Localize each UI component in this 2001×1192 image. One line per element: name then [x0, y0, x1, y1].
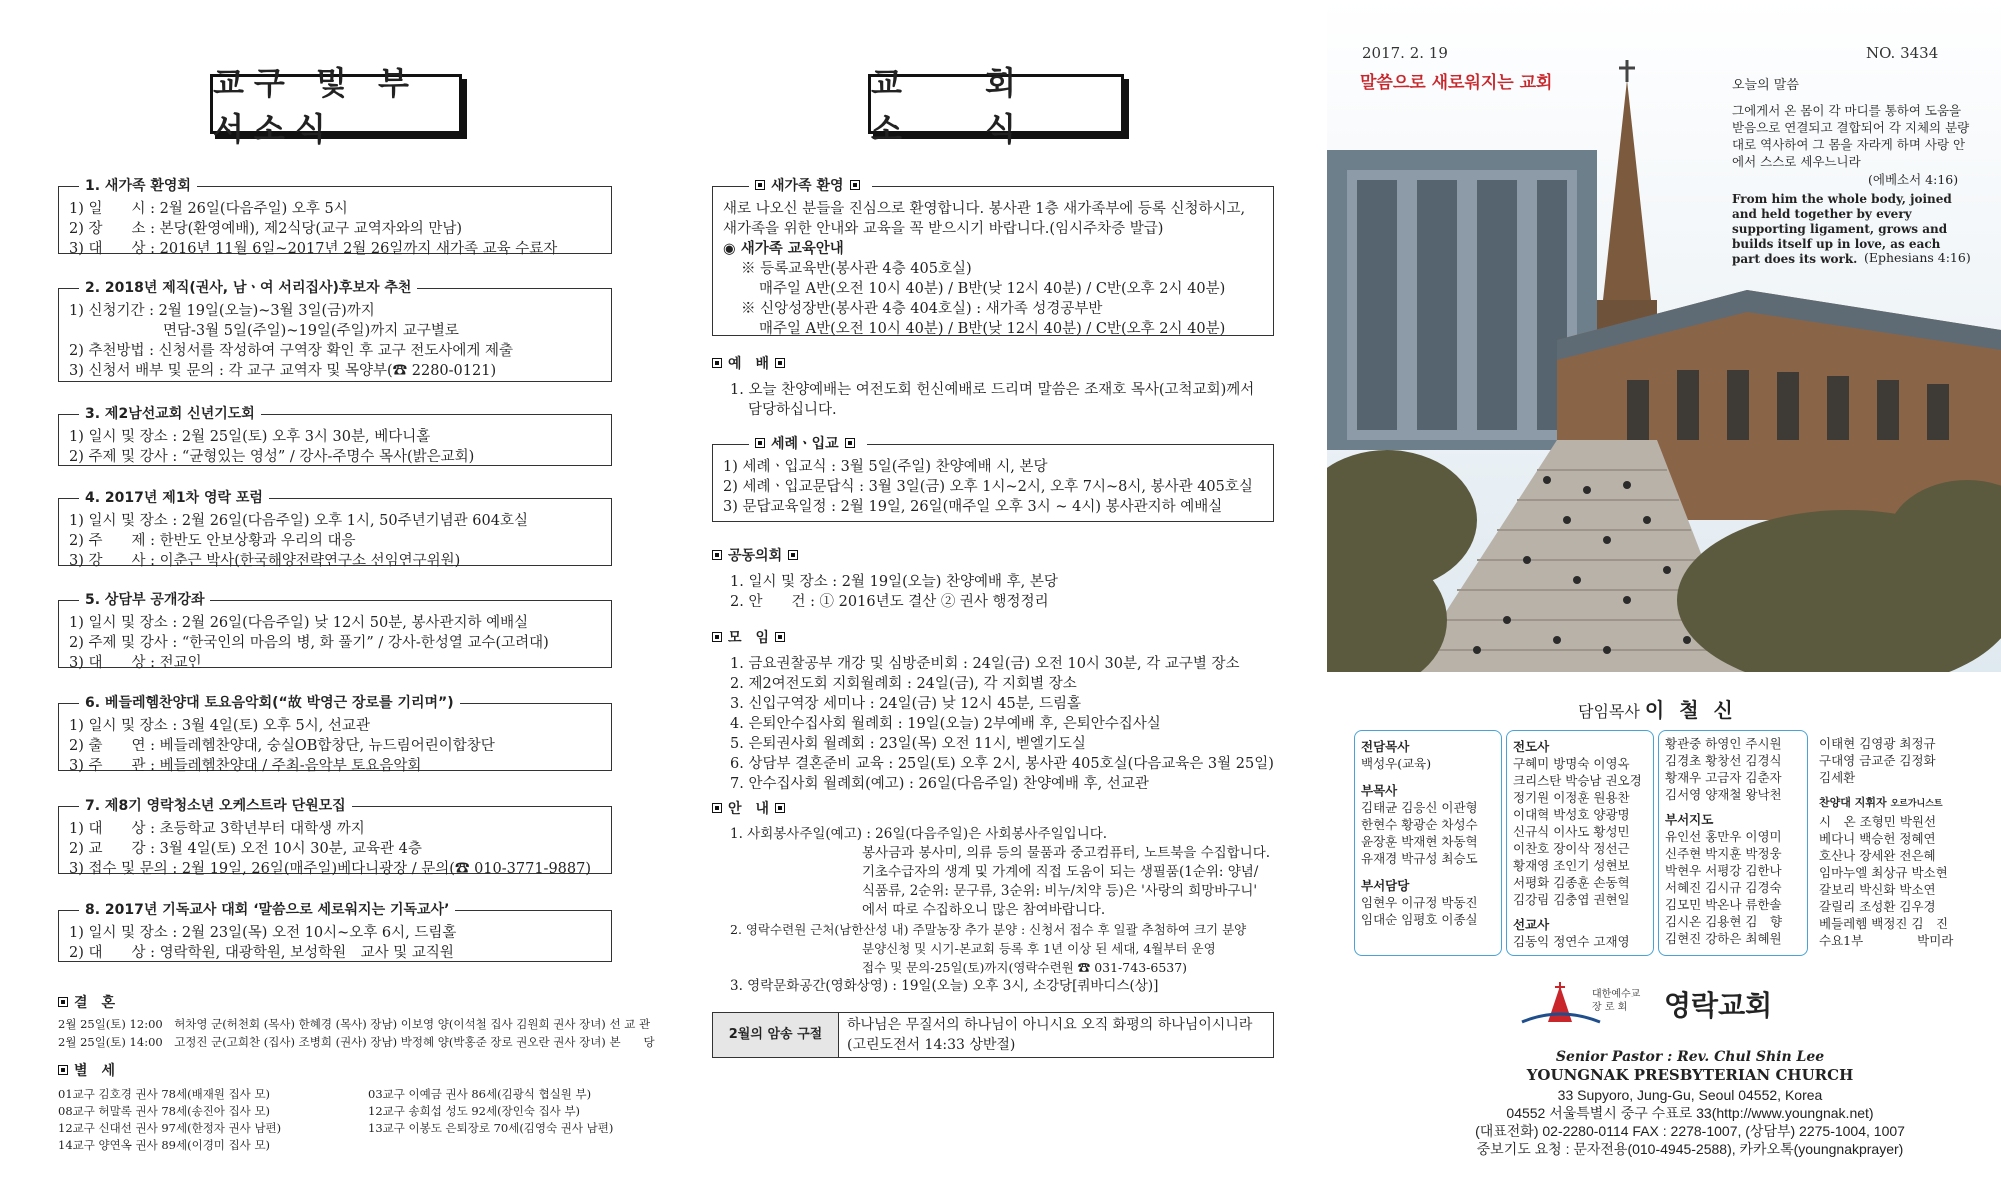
- staff-heading: 부목사: [1361, 783, 1398, 798]
- section-heading: 4. 2017년 제1차 영락 포럼: [79, 488, 269, 508]
- denomination-line: 대한예수교: [1592, 989, 1641, 1000]
- section-youngnak-forum: [58, 490, 612, 569]
- text-line: 담당하십니다.: [748, 402, 837, 418]
- staff-row: 황재우 고금자 김춘자: [1665, 770, 1782, 785]
- pastor-label: 담임목사: [1578, 702, 1640, 721]
- text-line: 3. 신입구역장 세미나 : 24일(금) 낮 12시 45분, 드림홀: [730, 696, 1081, 712]
- text-line: 1) 일시 및 장소 : 2월 26일(다음주일) 오후 1시, 50주년기념관 604호실: [69, 513, 528, 529]
- text-line: 3) 주 관 : 베들레헴찬양대 / 주최-음악부 토요음악회: [69, 758, 422, 774]
- staff-row: 베들레헴 백정진 김 진: [1819, 916, 1949, 931]
- text-line: 2) 대 상 : 영락학원, 대광학원, 보성학원 교사 및 교직원: [69, 945, 454, 961]
- text-line: 1) 일시 및 장소 : 2월 26일(다음주일) 낮 12시 50분, 봉사관지하 예배실: [69, 615, 529, 631]
- staff-row: 신주현 박지훈 박정웅: [1665, 846, 1782, 861]
- text-line: 3) 문답교육일정 : 2월 19일, 26일(매주일 오후 3시 ~ 4시) 봉사관지하 예배실: [723, 499, 1223, 515]
- section-counseling-lecture: [58, 592, 612, 671]
- text-line: 식품류, 2순위: 문구류, 3순위: 비누/치약 등)은 '사랑의 희망바구니': [862, 883, 1258, 899]
- wedding-line: 2월 25일(토) 12:00 허차영 군(허천회 (목사) 한혜경 (목사) 장남) 이보영 양(이석철 집사 김원희 권사 장녀) 선 교 관: [58, 1017, 651, 1031]
- wedding-line: 2월 25일(토) 14:00 고정진 군(고희찬 (집사) 조병희 (권사) 장남) 박정혜 양(박홍준 장로 권오란 권사 장녀) 본 당: [58, 1035, 655, 1049]
- staff-heading: 전도사: [1513, 739, 1550, 754]
- text-line: 1) 일시 및 장소 : 2월 23일(목) 오전 10시~오후 6시, 드림홀: [69, 925, 457, 941]
- staff-row: 김모민 박온나 류한솔: [1665, 897, 1782, 912]
- text-line: 매주일 A반(오전 10시 40분) / B반(낮 12시 40분) / C반(오후 2시 40분): [759, 281, 1226, 297]
- wedding-heading: [58, 992, 115, 1012]
- text-line: 봉사금과 봉사미, 의류 등의 물품과 중고컴퓨터, 노트북을 수집합니다.: [862, 845, 1271, 861]
- pastor-name: 이 철 신: [1644, 698, 1737, 722]
- section-heading: [712, 628, 1274, 648]
- staff-row: 한현수 황광순 차성수: [1361, 817, 1478, 832]
- section-heading: 6. 베들레헴찬양대 토요음악회(“故 박영근 장로를 기리며”): [79, 693, 460, 713]
- staff-column-4: [1812, 730, 1964, 956]
- section-heading: 8. 2017년 기독교사 대회 ‘말씀으로 세로워지는 기독교사’: [79, 900, 455, 920]
- heading-text: 세례ㆍ입교: [771, 436, 839, 452]
- text-line: 3) 대 상 : 전교인: [69, 655, 202, 671]
- verse-line: 하나님은 무질서의 하나님이 아니시요 오직 화평의 하나님이시니라: [847, 1017, 1253, 1033]
- staff-row: 정기원 이정훈 원용찬: [1513, 790, 1630, 805]
- death-heading-text: 별 세: [74, 1063, 116, 1079]
- church-news-title: 교 회 소 식: [868, 74, 1124, 134]
- staff-row: 임현우 이규정 박동진: [1361, 895, 1478, 910]
- staff-row: 유인선 홍만우 이영미: [1665, 829, 1782, 844]
- square-bullet-icon: [755, 438, 765, 448]
- section-heading: 2. 2018년 제직(권사, 남ㆍ여 서리집사)후보자 추천: [79, 278, 417, 298]
- text-line: 3) 신청서 배부 및 문의 : 각 교구 교역자 및 목양부(☎ 2280-0121): [69, 363, 497, 379]
- text-line: ◉ 새가족 교육안내: [723, 240, 844, 257]
- death-line: 03교구 이예금 권사 86세(김광식 협실원 부): [368, 1087, 592, 1101]
- square-bullet-icon: [850, 180, 860, 190]
- heading-text: 공동의회: [728, 548, 783, 564]
- text-line: 3) 접수 및 문의 : 2월 19일, 26일(매주일)베다니광장 / 문의(☎ 010-3771-9887): [69, 861, 592, 877]
- text-line: 1) 일시 및 장소 : 3월 4일(토) 오후 5시, 선교관: [69, 718, 370, 734]
- staff-row: 이찬호 장이삭 정선근: [1513, 841, 1630, 856]
- church-name-english: YOUNGNAK PRESBYTERIAN CHURCH: [1526, 1066, 1854, 1084]
- text-line: 매주일 A반(오전 10시 40분) / B반(낮 12시 40분) / C반(오후 2시 40분): [759, 321, 1226, 337]
- staff-row: 갈보리 박신화 박소연: [1819, 882, 1936, 897]
- staff-row: 구대영 금교준 김정화: [1819, 753, 1936, 768]
- text-line: 5. 은퇴권사회 월례회 : 23일(목) 오전 11시, 벧엘기도실: [730, 736, 1086, 752]
- heading-text: 새가족 환영: [771, 178, 844, 194]
- staff-row: 윤장훈 박재현 차동혁: [1361, 834, 1478, 849]
- death-line: 12교구 송희섭 성도 92세(장인숙 집사 부): [368, 1104, 581, 1118]
- todays-word-english-ref: (Ephesians 4:16): [1864, 250, 1971, 265]
- section-baptism: [712, 436, 1274, 522]
- staff-row: 김태균 김응신 이관형: [1361, 800, 1478, 815]
- staff-column-1: [1354, 730, 1502, 956]
- text-line: 1. 일시 및 장소 : 2월 19일(오늘) 찬양예배 후, 본당: [730, 574, 1058, 590]
- heading-text: 안 내: [728, 801, 770, 817]
- text-line: 에서 따로 수집하오니 많은 참여바랍니다.: [862, 902, 1106, 918]
- text-line: 2. 제2여전도회 지회월례회 : 24일(금), 각 지회별 장소: [730, 676, 1077, 692]
- staff-row: 시 온 조형민 박원선: [1819, 814, 1937, 829]
- memory-verse-text: [839, 1013, 1260, 1057]
- section-choir-concert: [58, 695, 612, 774]
- todays-word-korean: 그에게서 온 몸이 각 마디를 통하여 도움을 받음으로 연결되고 결합되어 각 지체의 분량대로 역사하여 그 몸을 자라게 하며 사랑 안에서 스스로 세우느니라: [1732, 103, 1970, 169]
- section-heading: [712, 354, 1274, 374]
- section-congregation-meeting: [712, 546, 1274, 612]
- death-line: 13교구 이봉도 은퇴장로 70세(김영숙 권사 남편): [368, 1121, 614, 1135]
- staff-row: 호산나 장세완 전은혜: [1819, 848, 1936, 863]
- address-english: 33 Supyoro, Jung-Gu, Seoul 04552, Korea: [1557, 1087, 1823, 1103]
- square-bullet-icon: [712, 550, 722, 560]
- text-line: ※ 신앙성장반(봉사관 4층 404호실) : 새가족 성경공부반: [741, 301, 1103, 317]
- square-bullet-icon: [775, 803, 785, 813]
- staff-row: 황재영 조인기 성현보: [1513, 858, 1630, 873]
- section-heading: [712, 800, 1274, 819]
- text-line: 새로 나오신 분들을 진심으로 환영합니다. 봉사관 1층 새가족부에 등록 신청하시고,: [723, 201, 1246, 217]
- text-line: 2) 주 제 : 한반도 안보상황과 우리의 대응: [69, 533, 356, 549]
- text-line: 2) 주제 및 강사 : “한국인의 마음의 병, 화 풀기” / 강사-한성열 교수(고려대): [69, 635, 549, 651]
- wedding-heading-text: 결 혼: [74, 995, 116, 1011]
- church-photo: [1327, 0, 2001, 672]
- text-line: 1) 일시 및 장소 : 2월 25일(토) 오후 3시 30분, 베다니홀: [69, 429, 431, 445]
- staff-row: 수요1부 박미라: [1819, 933, 1954, 948]
- text-line: 3) 대 상 : 2016년 11월 6일~2017년 2월 26일까지 새가족 교육 수료자: [69, 241, 558, 257]
- church-photo-illustration: [1327, 0, 2001, 672]
- staff-row: 임대순 임평호 이종실: [1361, 912, 1478, 927]
- text-line: 새가족을 위한 안내와 교육을 꼭 받으시기 바랍니다.(임시주차증 발급): [723, 221, 1164, 237]
- section-new-family: [712, 178, 1274, 337]
- staff-heading: 전담목사: [1361, 739, 1410, 754]
- senior-pastor: [1578, 694, 1737, 723]
- staff-row: 김경초 황창선 김경식: [1665, 753, 1782, 768]
- memory-verse-label: 2월의 암송 구절: [713, 1013, 839, 1057]
- text-line: 접수 및 문의-25일(토)까지(영락수련원 ☎ 031-743-6537): [862, 960, 1188, 975]
- organist-heading-text: 오르가니스트: [1890, 799, 1943, 809]
- text-line: 2) 세례ㆍ입교문답식 : 3월 3일(금) 오후 1시~2시, 오후 7시~8시, 봉사관 405호실: [723, 479, 1253, 495]
- death-line: 14교구 양연옥 권사 89세(이경미 집사 모): [58, 1138, 271, 1152]
- section-worship: [712, 354, 1274, 420]
- todays-word-heading: 오늘의 말씀: [1732, 78, 1799, 93]
- staff-row: 이대혁 박성호 양광명: [1513, 807, 1630, 822]
- section-heading: [712, 546, 1274, 566]
- death-heading: [58, 1060, 115, 1080]
- heading-text: 예 배: [728, 356, 770, 372]
- text-line: 1. 오늘 찬양예배는 여전도회 헌신예배로 드리며 말씀은 조재호 목사(고척교회)께서: [730, 382, 1255, 398]
- staff-row: 이태현 김영광 최정규: [1819, 736, 1936, 751]
- square-bullet-icon: [712, 632, 722, 642]
- death-line: 08교구 허말록 권사 78세(송진아 집사 모): [58, 1104, 271, 1118]
- section-heading: 3. 제2남선교회 신년기도회: [79, 404, 261, 424]
- square-bullet-icon: [712, 803, 722, 813]
- choir-heading: [1819, 794, 1957, 813]
- text-line: 1. 금요권찰공부 개강 및 심방준비회 : 24일(금) 오전 10시 30분, 각 교구별 장소: [730, 656, 1240, 672]
- staff-heading: 선교사: [1513, 917, 1550, 932]
- staff-row: 크리스탄 박승남 권오경: [1513, 773, 1642, 788]
- church-slogan: 말씀으로 새로워지는 교회: [1360, 73, 1553, 93]
- square-bullet-icon: [775, 358, 785, 368]
- staff-row: 베다니 백승헌 정혜연: [1819, 831, 1936, 846]
- text-line: 1) 대 상 : 초등학교 3학년부터 대학생 까지: [69, 821, 365, 837]
- section-meetings: [712, 628, 1274, 794]
- square-bullet-icon: [58, 1065, 68, 1075]
- staff-row: 서혜진 김시규 김경숙: [1665, 880, 1782, 895]
- text-line: 면담-3월 5일(주일)~19일(주일)까지 교구별로: [163, 323, 459, 339]
- staff-heading: 부서담당: [1361, 878, 1410, 893]
- text-line: 2. 안 건 : ① 2016년도 결산 ② 권사 행정정리: [730, 594, 1049, 610]
- text-line: 1) 신청기간 : 2월 19일(오늘)~3월 3일(금)까지: [69, 303, 375, 319]
- text-line: 2) 추천방법 : 신청서를 작성하여 구역장 확인 후 교구 전도사에게 제출: [69, 343, 514, 359]
- section-heading: [749, 434, 867, 454]
- staff-row: 김세환: [1819, 770, 1856, 785]
- staff-row: 황관중 하영인 주시원: [1665, 736, 1782, 751]
- text-line: 1) 일 시 : 2월 26일(다음주일) 오후 5시: [69, 201, 348, 217]
- verse-reference: (고린도전서 14:33 상반절): [847, 1037, 1016, 1053]
- text-line: ※ 등록교육반(봉사관 4층 405호실): [741, 261, 972, 277]
- staff-row: 김서영 양재철 왕낙천: [1665, 787, 1782, 802]
- memory-verse-box: [712, 1012, 1274, 1058]
- text-line: 분양신청 및 시기-본교회 등록 후 1년 이상 된 세대, 4월부터 운영: [862, 941, 1216, 956]
- text-line: 7. 안수집사회 월례회(예고) : 26일(다음주일) 찬양예배 후, 선교관: [730, 776, 1149, 792]
- senior-pastor-english: Senior Pastor : Rev. Chul Shin Lee: [1555, 1049, 1825, 1065]
- staff-row: 박현우 서평강 김한나: [1665, 863, 1782, 878]
- district-news-title: 교구 및 부서소식: [210, 74, 462, 134]
- contact-phone: (대표전화) 02-2280-0114 FAX : 2278-1007, (상담부) 2275-1004, 1007: [1475, 1123, 1905, 1139]
- todays-word-english: From him the whole body, joined and held together by every supporting ligament, grows and builds itself up in love, as each part does its work.: [1732, 192, 1952, 266]
- bulletin-date: 2017. 2. 19: [1362, 44, 1448, 62]
- text-line: 1. 사회봉사주일(예고) : 26일(다음주일)은 사회봉사주일입니다.: [730, 826, 1108, 842]
- staff-row: 구혜미 방명숙 이영옥: [1513, 756, 1630, 771]
- text-line: 4. 은퇴안수집사회 월례회 : 19일(오늘) 2부예배 후, 은퇴안수집사실: [730, 716, 1161, 732]
- square-bullet-icon: [58, 997, 68, 1007]
- section-youth-orchestra: [58, 798, 612, 877]
- section-heading: 1. 새가족 환영회: [79, 176, 197, 196]
- section-officer-nomination: [58, 280, 612, 382]
- text-line: 6. 상담부 결혼준비 교육 : 25일(토) 오후 2시, 봉사관 405호실(다음교육은 3월 25일): [730, 756, 1274, 772]
- death-line: 01교구 김호경 권사 78세(배재원 집사 모): [58, 1087, 271, 1101]
- staff-row: 김현진 강하은 최혜원: [1665, 931, 1782, 946]
- todays-word-korean-ref: (에베소서 4:16): [1868, 172, 1959, 187]
- prayer-request-contact: 중보기도 요청 : 문자전용(010-4945-2588), 카카오톡(youngnakprayer): [1476, 1141, 1904, 1157]
- section-heading: 7. 제8기 영락청소년 오케스트라 단원모집: [79, 796, 352, 816]
- staff-row: 김동익 정연수 고재영: [1513, 934, 1630, 949]
- text-line: 2) 주제 및 강사 : “균형있는 영성” / 강사-주명수 목사(밝은교회): [69, 449, 475, 465]
- staff-row: 서평화 김종훈 손동혁: [1513, 875, 1630, 890]
- section-christian-teachers: [58, 902, 612, 962]
- denomination-line: 장 로 회: [1592, 1002, 1628, 1013]
- square-bullet-icon: [712, 358, 722, 368]
- death-line: 12교구 신대선 권사 97세(한정자 권사 남편): [58, 1121, 282, 1135]
- staff-row: 백성우(교육): [1361, 756, 1432, 771]
- text-line: 기초수급자의 생계 및 가계에 직접 도움이 되는 생필품(1순위: 양념/: [862, 864, 1259, 880]
- staff-column-3: [1658, 730, 1808, 956]
- heading-text: 모 임: [728, 630, 770, 646]
- staff-row: 김시온 김용현 김 향: [1665, 914, 1783, 929]
- text-line: 1) 세례ㆍ입교식 : 3월 5일(주일) 찬양예배 시, 본당: [723, 459, 1048, 475]
- denomination-label: [1592, 988, 1640, 1014]
- staff-column-2: [1506, 730, 1654, 956]
- staff-row: 김강림 김충엽 권현일: [1513, 892, 1630, 907]
- section-heading: 5. 상담부 공개강좌: [79, 590, 210, 610]
- text-line: 2. 영락수련원 근처(남한산성 내) 주말농장 추가 분양 : 신청서 접수 후 일괄 추첨하여 크기 분양: [730, 922, 1247, 937]
- choir-heading-text: 찬양대 지휘자: [1819, 796, 1887, 809]
- square-bullet-icon: [755, 180, 765, 190]
- church-name: 영락교회: [1664, 989, 1773, 1022]
- address-korean: 04552 서울특별시 중구 수표로 33(http://www.youngnak.net): [1506, 1105, 1874, 1121]
- staff-heading: 부서지도: [1665, 812, 1714, 827]
- section-new-family-welcome: [58, 178, 612, 257]
- text-line: 2) 장 소 : 본당(환영예배), 제2식당(교구 교역자와의 만남): [69, 221, 463, 237]
- text-line: 3. 영락문화공간(영화상영) : 19일(오늘) 오후 3시, 소강당[쿼바디스(상)]: [730, 978, 1159, 994]
- staff-row: 유재경 박규성 최승도: [1361, 851, 1478, 866]
- square-bullet-icon: [845, 438, 855, 448]
- text-line: 3) 강 사 : 이춘근 박사(한국해양전략연구소 선임연구위원): [69, 553, 461, 569]
- issue-number: NO. 3434: [1866, 44, 1939, 62]
- staff-row: 임마누엘 최상규 박소현: [1819, 865, 1948, 880]
- square-bullet-icon: [775, 632, 785, 642]
- section-mens-prayer-meeting: [58, 406, 612, 466]
- section-heading: [749, 176, 872, 196]
- staff-row: 갈릴리 조성환 김우경: [1819, 899, 1936, 914]
- staff-row: 신규식 이사도 황성민: [1513, 824, 1630, 839]
- square-bullet-icon: [788, 550, 798, 560]
- text-line: 2) 출 연 : 베들레헴찬양대, 숭실OB합창단, 뉴드림어린이합창단: [69, 738, 495, 754]
- section-notices: [712, 800, 1274, 996]
- text-line: 2) 교 강 : 3월 4일(토) 오전 10시 30분, 교육관 4층: [69, 841, 422, 857]
